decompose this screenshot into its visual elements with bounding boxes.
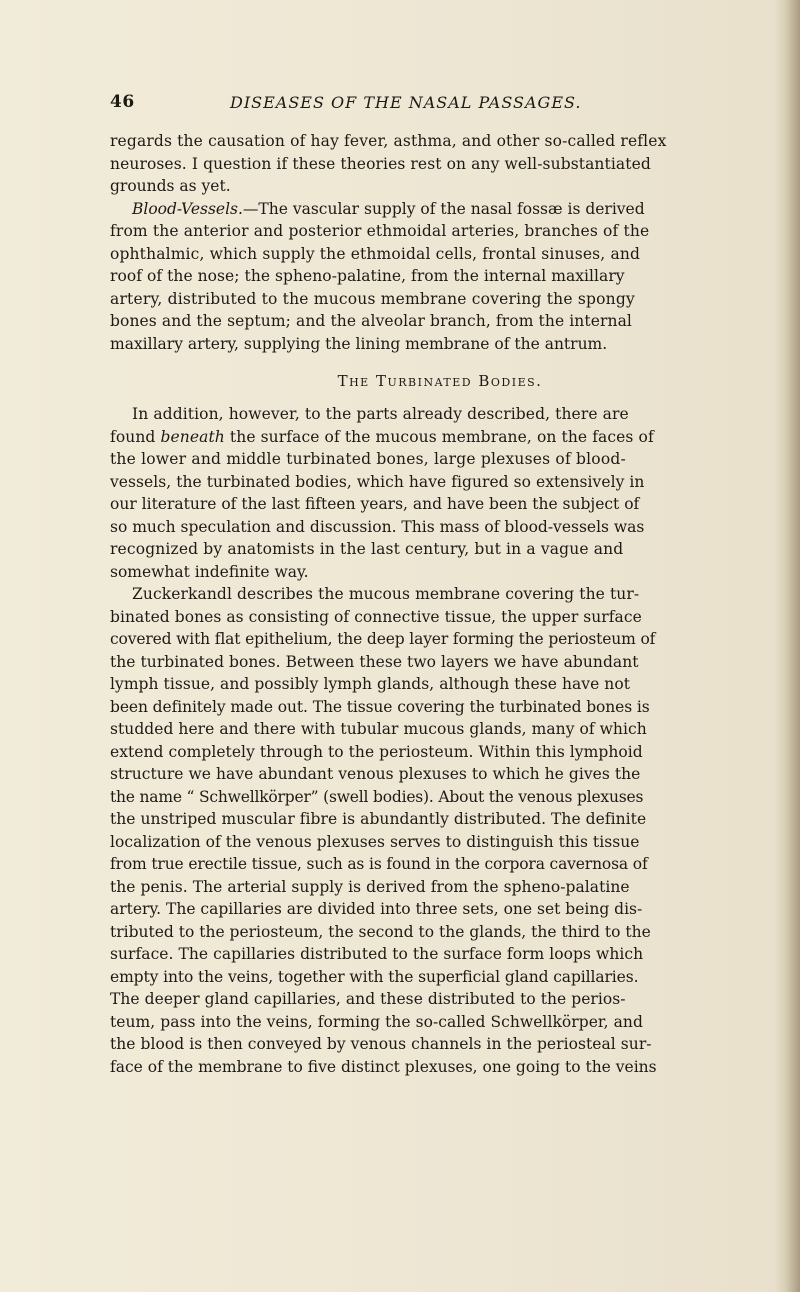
- text-line: teum, pass into the veins, forming the so-called Schwellkörper, and: [110, 1012, 643, 1031]
- text-line: empty into the veins, together with the superficial gland capillaries.: [110, 967, 639, 986]
- text-line: artery, distributed to the mucous membrane covering the spongy: [110, 289, 635, 308]
- blood-vessels-lead-in: Blood-Vessels.: [132, 199, 243, 218]
- text-line: so much speculation and discussion. This mass of blood-vessels was: [110, 517, 645, 536]
- page-header: [110, 92, 750, 118]
- text-fragment: —The vascular supply of the nasal fossæ is derived: [242, 199, 645, 218]
- section-heading: The Turbinated Bodies.: [337, 372, 543, 390]
- text-line: face of the membrane to five distinct plexuses, one going to the veins: [110, 1057, 657, 1076]
- text-line: binated bones as consisting of connective tissue, the upper surface: [110, 607, 642, 626]
- text-line: In addition, however, to the parts already described, there are: [132, 405, 629, 423]
- text-line: artery. The capillaries are divided into three sets, one set being dis-: [110, 900, 643, 918]
- text-line: [110, 198, 770, 221]
- text-line: structure we have abundant venous plexuses to which he gives the: [110, 765, 641, 783]
- text-line: bones and the septum; and the alveolar branch, from the internal: [110, 312, 632, 330]
- text-line: the lower and middle turbinated bones, large plexuses of blood-: [110, 450, 626, 468]
- text-line: tributed to the periosteum, the second to the glands, the third to the: [110, 922, 651, 941]
- text-line: the penis. The arterial supply is derived from the spheno-palatine: [110, 877, 630, 896]
- text-fragment: found: [110, 427, 161, 446]
- text-line: the blood is then conveyed by venous channels in the periosteal sur-: [110, 1035, 652, 1053]
- text-line: Zuckerkandl describes the mucous membrane covering the tur-: [132, 585, 640, 603]
- text-line: [110, 426, 770, 449]
- emphasis-beneath: beneath: [160, 427, 225, 446]
- text-line: from the anterior and posterior ethmoidal arteries, branches of the: [110, 222, 650, 240]
- text-line: vessels, the turbinated bodies, which have figured so extensively in: [110, 472, 645, 491]
- text-line: The deeper gland capillaries, and these distributed to the perios-: [110, 990, 626, 1008]
- text-line: extend completely through to the periosteum. Within this lymphoid: [110, 742, 643, 761]
- text-line: lymph tissue, and possibly lymph glands, although these have not: [110, 675, 630, 693]
- text-line: ophthalmic, which supply the ethmoidal cells, frontal sinuses, and: [110, 244, 641, 263]
- page-number: 46: [110, 92, 135, 112]
- text-line: studded here and there with tubular mucous glands, many of which: [110, 720, 647, 738]
- text-line: been definitely made out. The tissue covering the turbinated bones is: [110, 697, 650, 716]
- text-line: somewhat indefinite way.: [110, 562, 309, 581]
- text-line: the unstriped muscular fibre is abundantly distributed. The definite: [110, 810, 647, 828]
- running-head: DISEASES OF THE NASAL PASSAGES.: [230, 93, 582, 112]
- text-line: roof of the nose; the spheno-palatine, from the internal maxillary: [110, 267, 625, 285]
- text-line: surface. The capillaries distributed to the surface form loops which: [110, 945, 644, 963]
- text-line: the name “ Schwellkörper” (swell bodies). About the venous plexuses: [110, 787, 644, 806]
- text-line: our literature of the last fifteen years, and have been the subject of: [110, 495, 640, 513]
- text-line: maxillary artery, supplying the lining membrane of the antrum.: [110, 334, 608, 353]
- text-line: recognized by anatomists in the last century, but in a vague and: [110, 540, 624, 558]
- text-line: the turbinated bones. Between these two layers we have abundant: [110, 652, 639, 671]
- page-gutter-shadow: [774, 0, 800, 1292]
- body-text: [110, 130, 770, 1078]
- text-line: covered with flat epithelium, the deep layer forming the periosteum of: [110, 630, 656, 648]
- text-line: from true erectile tissue, such as is found in the corpora cavernosa of: [110, 855, 648, 873]
- text-fragment: the surface of the mucous membrane, on the faces of: [224, 427, 654, 446]
- text-line: localization of the venous plexuses serves to distinguish this tissue: [110, 832, 640, 851]
- text-line: grounds as yet.: [110, 177, 231, 195]
- text-line: regards the causation of hay fever, asthma, and other so-called reflex: [110, 132, 667, 150]
- text-line: neuroses. I question if these theories rest on any well-substantiated: [110, 154, 651, 173]
